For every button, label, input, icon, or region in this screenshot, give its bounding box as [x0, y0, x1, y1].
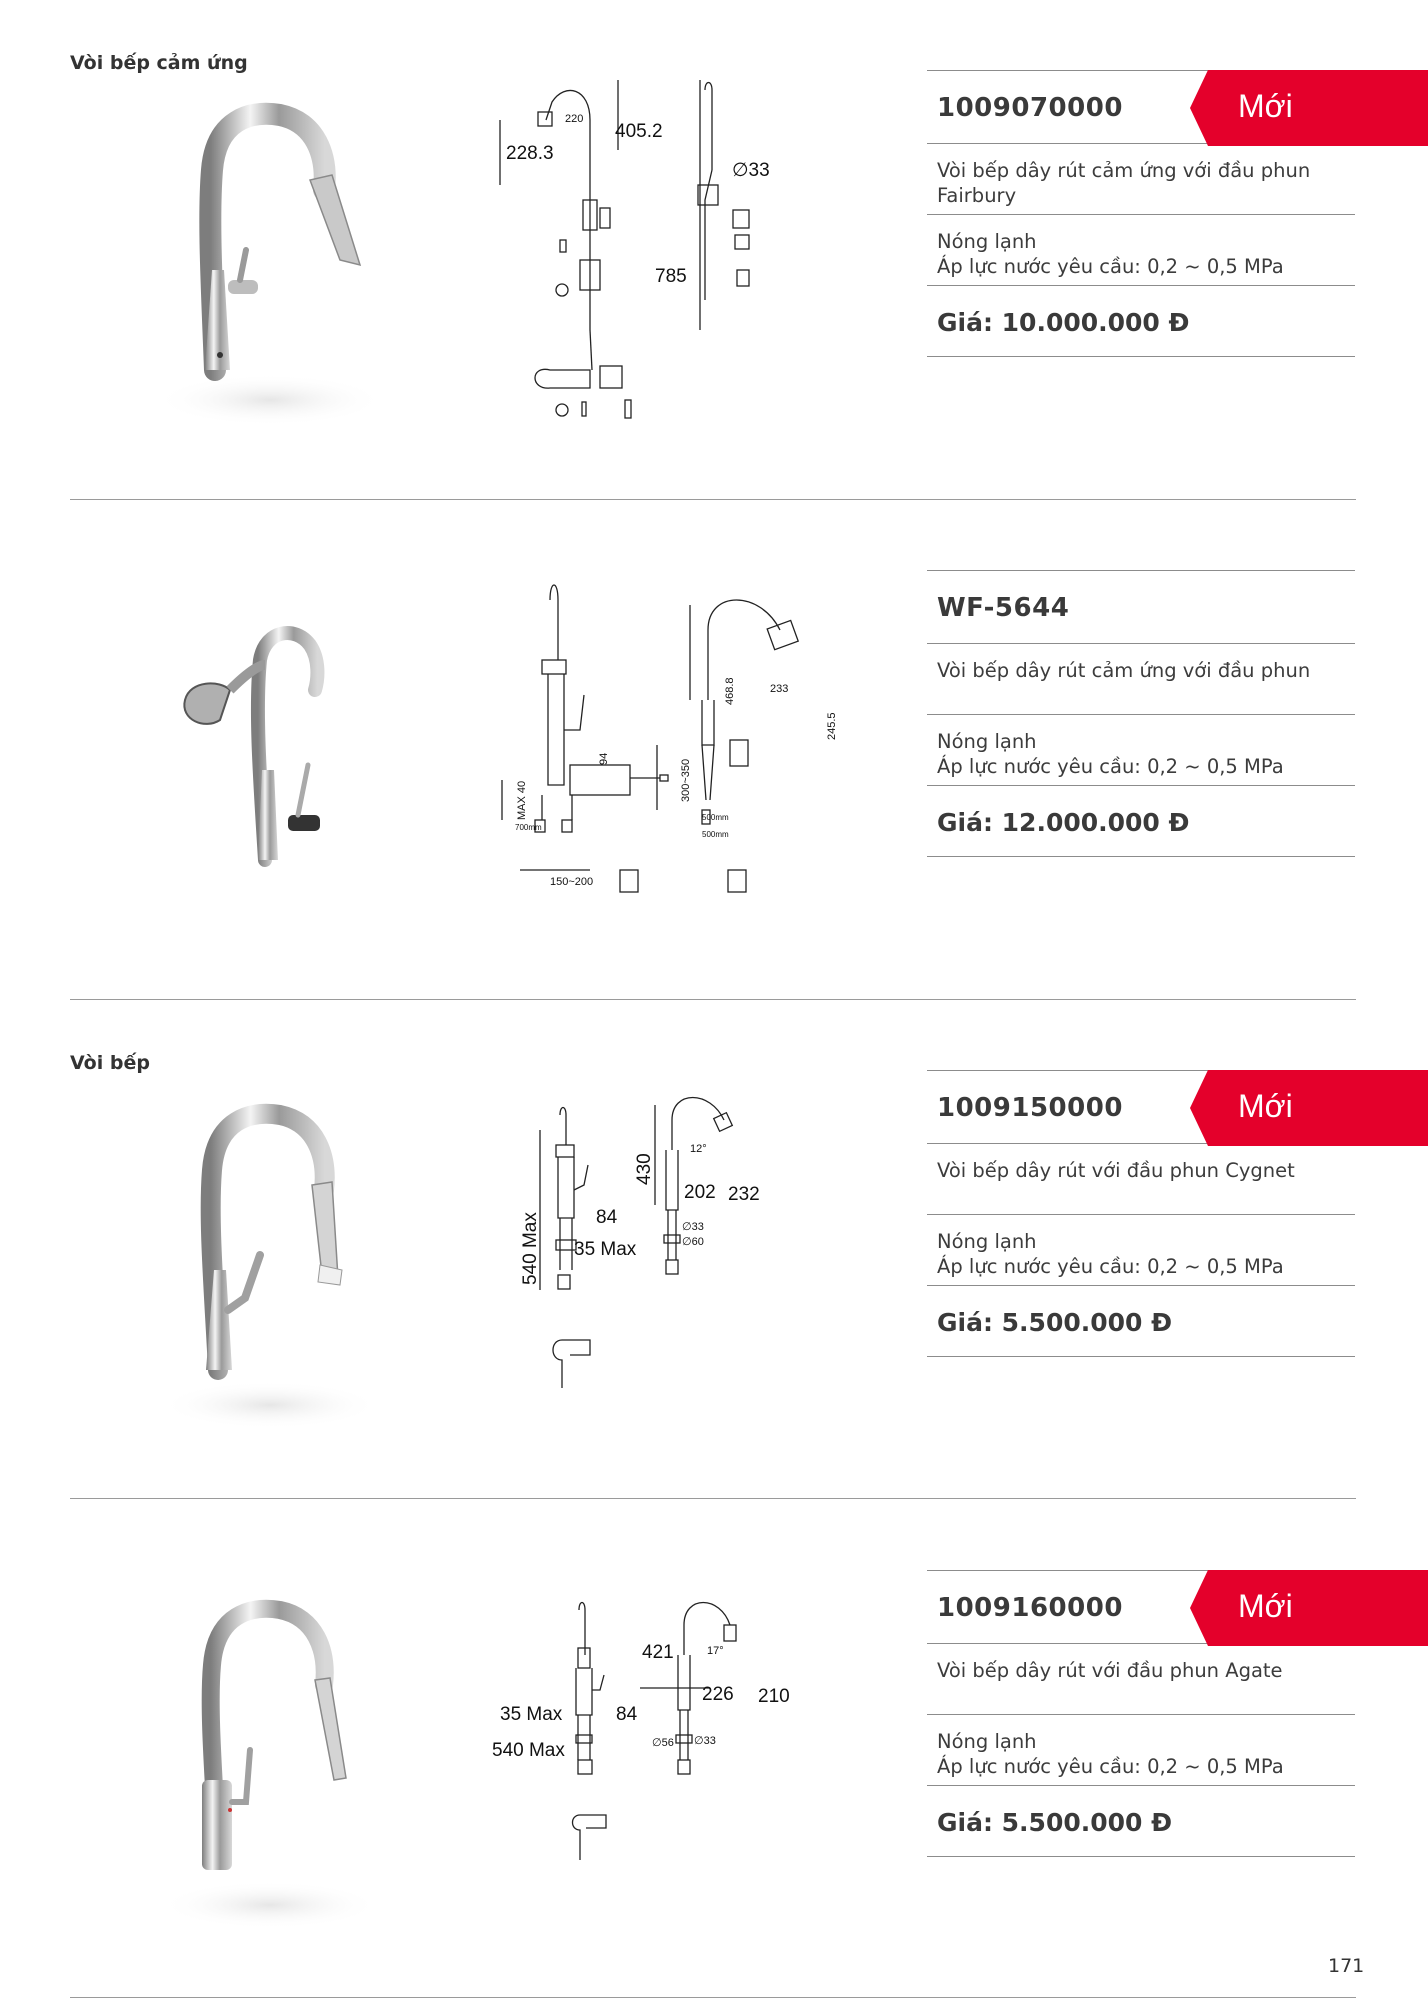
product-description: Vòi bếp dây rút với đầu phun Cygnet	[937, 1159, 1295, 1182]
dimension-label: 421	[642, 1642, 674, 1663]
product-info	[927, 570, 1355, 857]
dimension-label: ∅56	[652, 1737, 674, 1749]
dimension-label: 405.2	[615, 121, 663, 142]
product-code: 1009070000	[937, 93, 1123, 123]
dimension-label: MAX 40	[516, 780, 528, 820]
product-price: Giá: 12.000.000 Đ	[937, 808, 1190, 837]
dimension-label: 202	[684, 1182, 716, 1203]
dimension-label: ∅33	[732, 160, 770, 181]
dimension-label: 150~200	[550, 876, 594, 888]
faucet-photo	[120, 70, 420, 430]
product-card	[0, 70, 1428, 430]
new-badge	[1190, 1570, 1428, 1646]
product-description: Vòi bếp dây rút cảm ứng với đầu phun	[937, 659, 1311, 682]
dimension-label: 17°	[707, 1645, 724, 1657]
dimension-label: 35 Max	[500, 1704, 563, 1725]
spec-line: Nóng lạnh	[937, 1230, 1037, 1253]
spec-line: Áp lực nước yêu cầu: 0,2 ~ 0,5 MPa	[937, 1255, 1284, 1278]
section-title-sensor: Vòi bếp cảm ứng	[70, 52, 248, 74]
spec-line: Nóng lạnh	[937, 1730, 1037, 1753]
dimension-label: 210	[758, 1686, 790, 1707]
dimension-label: 500mm	[702, 830, 729, 839]
spec-line: Nóng lạnh	[937, 230, 1037, 253]
dimension-label: ∅33	[682, 1221, 704, 1233]
new-badge-label: Mới	[1238, 1088, 1293, 1124]
product-spec	[937, 1229, 1284, 1279]
product-description: Vòi bếp dây rút cảm ứng với đầu phun Fairbury	[937, 159, 1311, 207]
product-code: 1009150000	[937, 1093, 1123, 1123]
product-card	[0, 1570, 1428, 1930]
dimension-label: ∅60	[682, 1236, 704, 1248]
dimension-label: 430	[634, 1153, 655, 1185]
new-badge-label: Mới	[1238, 1588, 1293, 1624]
dimension-label: 300~350	[680, 758, 692, 802]
dimension-label: 700mm	[515, 823, 542, 832]
dimension-label: 12°	[690, 1143, 707, 1155]
technical-drawing	[480, 1570, 840, 1930]
dimension-label: 226	[702, 1684, 734, 1705]
new-badge	[1190, 1070, 1428, 1146]
dimension-label: 84	[616, 1704, 638, 1725]
dimension-label: 540 Max	[492, 1740, 565, 1761]
product-spec	[937, 229, 1284, 279]
product-price: Giá: 5.500.000 Đ	[937, 1808, 1173, 1837]
page-number: 171	[1328, 1955, 1365, 1977]
dimension-label: ∅33	[694, 1735, 716, 1747]
dimension-label: 540 Max	[520, 1212, 541, 1285]
product-code: WF-5644	[937, 593, 1070, 623]
spec-line: Áp lực nước yêu cầu: 0,2 ~ 0,5 MPa	[937, 255, 1284, 278]
technical-drawing	[480, 70, 840, 430]
dimension-label: 500mm	[702, 813, 729, 822]
product-price: Giá: 5.500.000 Đ	[937, 1308, 1173, 1337]
product-card	[0, 570, 1428, 930]
section-title-kitchen: Vòi bếp	[70, 1052, 150, 1074]
divider	[70, 499, 1356, 500]
dimension-label: 245.5	[826, 712, 838, 740]
spec-line: Áp lực nước yêu cầu: 0,2 ~ 0,5 MPa	[937, 1755, 1284, 1778]
spec-line: Áp lực nước yêu cầu: 0,2 ~ 0,5 MPa	[937, 755, 1284, 778]
faucet-photo	[120, 1070, 420, 1430]
product-card	[0, 1070, 1428, 1430]
dimension-label: 233	[770, 683, 789, 695]
faucet-photo	[120, 570, 420, 930]
divider	[70, 1498, 1356, 1499]
dimension-label: 228.3	[506, 143, 554, 164]
faucet-photo	[120, 1570, 420, 1930]
product-price: Giá: 10.000.000 Đ	[937, 308, 1190, 337]
dimension-label: 35 Max	[574, 1239, 637, 1260]
divider	[70, 999, 1356, 1000]
dimension-label: 94	[598, 752, 610, 765]
product-description: Vòi bếp dây rút với đầu phun Agate	[937, 1659, 1283, 1682]
technical-drawing	[480, 1070, 840, 1430]
dimension-label: 84	[596, 1207, 618, 1228]
product-spec	[937, 729, 1284, 779]
technical-drawing	[480, 570, 840, 930]
new-badge	[1190, 70, 1428, 146]
spec-line: Nóng lạnh	[937, 730, 1037, 753]
product-spec	[937, 1729, 1284, 1779]
divider	[70, 1997, 1356, 1998]
dimension-label: 220	[565, 113, 584, 125]
product-code: 1009160000	[937, 1593, 1123, 1623]
dimension-label: 468.8	[724, 677, 736, 705]
dimension-label: 785	[655, 266, 687, 287]
dimension-label: 232	[728, 1184, 760, 1205]
new-badge-label: Mới	[1238, 88, 1293, 124]
